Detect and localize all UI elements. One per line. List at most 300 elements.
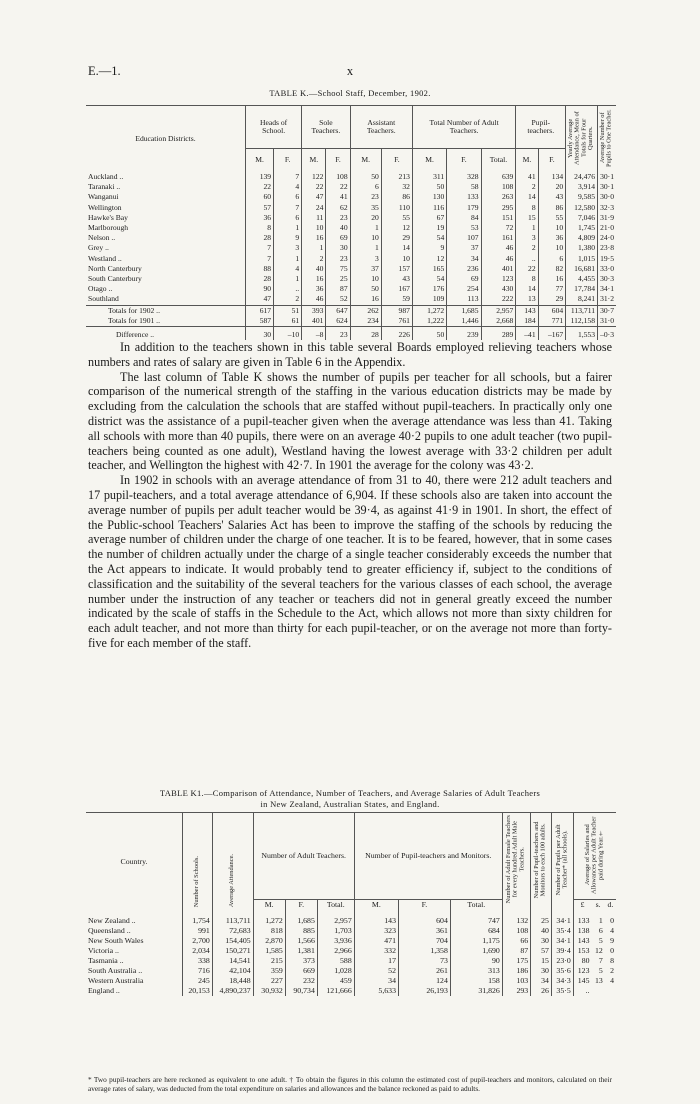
table-cell: 31,826 — [450, 986, 502, 996]
table-cell: 2,957 — [317, 910, 354, 926]
table-cell: 1,685 — [285, 910, 317, 926]
country-name: New Zealand .. — [88, 916, 136, 926]
table-cell: 20 — [538, 182, 566, 192]
table-cell: 176 — [412, 284, 446, 294]
table-cell: 29 — [538, 294, 566, 305]
country-name: New South Wales — [88, 936, 144, 946]
paragraph: In 1902 in schools with an average attendance of from 31 to 40, there were 212 adult teachers and 17 pupil-teachers, and a total average attendance of 6,904. If these schools also are taken into account the average number of pupils per adult teacher would be 39·4, as against 41·9 in 1901. In short, the effect of the Public-school Teachers' Salaries Act has been to improve the staffing of the schools by reducing the average number of children under the charge of one teacher. It is to be feared, however, that in some cases the number of children actually under the charge of a single teacher considerably exceeds the number that the Act appears to indicate. It would probably tend to greater efficiency if, subject to the conditions of classification and the suitability of the several teachers for the various classes of each school, the average number under the instruction of any teacher or teachers did not in general greatly exceed the number indicated by the scale of staffs in the Schedule to the Act, which allows not more than sixty children for each adult teacher, and not more than thirty for each pupil-teacher, or on the average not more than forty-five for each member of the staff. — [88, 473, 612, 650]
table-cell: 9 — [412, 243, 446, 253]
table-cell: 175 — [502, 956, 530, 966]
table-cell: 604 — [538, 305, 566, 316]
table-cell: 624 — [326, 316, 350, 327]
table-cell: 23 — [350, 192, 381, 202]
sub-m: M. — [253, 900, 285, 911]
table-cell: 373 — [285, 956, 317, 966]
col-pupils-per-teacher-label: Average Number of Pupils to One Teacher. — [599, 109, 614, 167]
table-cell: 30 — [246, 327, 274, 341]
group-pupil-teachers: Number of Pupil-teachers and Monitors. — [354, 813, 502, 900]
table-cell: .. — [516, 254, 538, 264]
col-attendance-label: Average Attendance. — [228, 854, 236, 908]
table-cell: 3 — [350, 254, 381, 264]
table-cell: 9 — [274, 233, 302, 243]
table-cell: 1,272 — [412, 305, 446, 316]
table-cell: 57 — [246, 203, 274, 213]
table-cell: 31·9 — [598, 213, 616, 223]
col-pupils-per-teacher — [598, 106, 616, 172]
table-cell: 167 — [381, 284, 412, 294]
table-cell: 254 — [447, 284, 481, 294]
district-name: Auckland .. — [88, 171, 124, 181]
footnote: * Two pupil-teachers are here reckoned as equivalent to one adult. † To obtain the figures in this column the estimated cost of pupil-teachers and monitors, calculated on their average rates of salary, was deducted from the total expenditure on salaries and allowances and the balance reckoned as paid to adults. — [88, 1075, 612, 1093]
table-cell: –41 — [516, 327, 538, 341]
district-name: South Canterbury — [88, 274, 142, 283]
table-cell: 7 — [598, 955, 603, 965]
table-cell: 1,358 — [398, 946, 450, 956]
table-cell: 24 — [302, 203, 326, 213]
group-sole: Sole Teachers. — [302, 106, 350, 149]
table-cell: 16 — [302, 233, 326, 243]
table-cell: 133 — [447, 192, 481, 202]
country-name: Tasmania .. — [88, 955, 124, 965]
table-cell: 37 — [447, 243, 481, 253]
table-cell: 55 — [381, 213, 412, 223]
table-cell: 107 — [447, 233, 481, 243]
table-cell: 1,703 — [317, 926, 354, 936]
table-k1-caption-line2: in New Zealand, Australian States, and England. — [260, 799, 440, 809]
table-cell: 2 — [274, 294, 302, 305]
table-cell: 885 — [285, 926, 317, 936]
table-cell: 66 — [502, 936, 530, 946]
table-cell: 226 — [381, 327, 412, 341]
country-name: Queensland .. — [88, 926, 131, 936]
table-cell: 47 — [302, 192, 326, 202]
table-cell: 34 — [354, 976, 398, 986]
table-cell: 61 — [274, 316, 302, 327]
country-name: England .. — [88, 985, 120, 995]
table-cell: 232 — [285, 976, 317, 986]
col-schools-label: Number of Schools. — [193, 855, 201, 908]
table-cell: 1 — [516, 223, 538, 233]
table-cell: 9 — [610, 936, 614, 946]
table-cell: 80 — [573, 956, 591, 966]
col-pupils-per-adult — [551, 813, 573, 911]
table-cell: 54 — [412, 274, 446, 284]
sub-m: M. — [412, 148, 446, 172]
table-cell: 604 — [398, 910, 450, 926]
table-cell: 1 — [598, 916, 603, 926]
district-name: Marlborough — [88, 222, 129, 232]
table-cell: 222 — [481, 294, 516, 305]
paragraph: The last column of Table K shows the number of pupils per teacher for all schools, but a fairer comparison of the numerical strength of the staffing in the various education districts may be made by excluding from the calculation the schools that are staffed without pupil-teachers. In practically only one district was the assistance of a pupil-teacher given when the average attendance was less than 41. Taking all schools with more than 40 pupils, there were on an average 40·2 pupils to one adult teacher (two pupil-teachers being counted as one adult), Westland having the lowest average with 33·2 children per adult teacher, and Wellington the highest with 42·7. In 1901 the average for the colony was 43·2. — [88, 369, 612, 473]
sub-m: M. — [302, 148, 326, 172]
table-cell: 19·5 — [598, 254, 616, 264]
table-cell: 50 — [412, 327, 446, 341]
table-cell: 5 — [598, 965, 603, 975]
table-cell: 716 — [183, 966, 213, 976]
table-row — [86, 926, 616, 936]
table-cell: 31·0 — [598, 316, 616, 327]
table-cell: 6 — [538, 254, 566, 264]
totals-row — [86, 305, 616, 316]
table-cell: 50 — [350, 172, 381, 182]
table-cell: 16 — [538, 274, 566, 284]
table-cell: 16 — [350, 294, 381, 305]
table-cell: 704 — [398, 936, 450, 946]
table-cell: 16 — [302, 274, 326, 284]
table-cell: 236 — [447, 264, 481, 274]
group-assistant: Assistant Teachers. — [350, 106, 412, 149]
table-cell: 165 — [412, 264, 446, 274]
table-cell: 109 — [412, 294, 446, 305]
table-cell: 22 — [516, 264, 538, 274]
table-cell: 245 — [183, 976, 213, 986]
totals-label: Totals for 1902 .. — [86, 305, 246, 316]
table-cell: 684 — [450, 926, 502, 936]
table-cell: 213 — [381, 172, 412, 182]
table-cell: 43 — [381, 274, 412, 284]
table-cell: 4 — [610, 926, 614, 936]
table-cell: 8 — [516, 274, 538, 284]
table-cell: 158 — [450, 976, 502, 986]
table-cell: 2,957 — [481, 305, 516, 316]
table-cell: 289 — [481, 327, 516, 341]
table-cell: 87 — [326, 284, 350, 294]
table-cell: 82 — [538, 264, 566, 274]
table-row — [86, 233, 616, 243]
table-cell: 261 — [398, 966, 450, 976]
col-average-salary-label: Average of Salaries and Allowances per Adult Teacher paid during Year.† — [583, 816, 605, 894]
table-row — [86, 213, 616, 223]
table-cell: 108 — [326, 172, 350, 182]
table-cell: 0 — [610, 946, 614, 956]
table-row — [86, 203, 616, 213]
table-row — [86, 274, 616, 284]
totals-label: Totals for 1901 .. — [108, 315, 160, 325]
table-cell: 143 — [573, 936, 591, 946]
col-pt-per-100-label: Number of Pupil-teachers and Monitors to each 100 adults. — [533, 821, 548, 898]
table-cell: 6 — [274, 192, 302, 202]
table-cell: 7 — [274, 172, 302, 182]
table-cell: 10 — [350, 233, 381, 243]
table-cell: 69 — [326, 233, 350, 243]
table-row — [86, 936, 616, 946]
table-cell: 295 — [481, 203, 516, 213]
table-cell: 617 — [246, 305, 274, 316]
table-cell: 40 — [531, 926, 552, 936]
table-cell: 1 — [350, 243, 381, 253]
table-cell: 154,405 — [212, 936, 253, 946]
table-cell: 3 — [516, 233, 538, 243]
table-cell: 401 — [302, 316, 326, 327]
table-cell: 9,585 — [566, 192, 598, 202]
table-cell: 14 — [516, 284, 538, 294]
table-cell: 123 — [573, 966, 591, 976]
table-cell: 1,745 — [566, 223, 598, 233]
table-cell: 36 — [538, 233, 566, 243]
table-cell: 10 — [350, 274, 381, 284]
table-cell: 12,580 — [566, 203, 598, 213]
table-cell: 328 — [447, 172, 481, 182]
table-cell: 143 — [516, 305, 538, 316]
table-cell: 1,028 — [317, 966, 354, 976]
group-heads: Heads of School. — [246, 106, 302, 149]
table-cell: 184 — [516, 316, 538, 327]
table-cell: 8 — [246, 223, 274, 233]
table-cell: 24·0 — [598, 233, 616, 243]
table-cell: 30·1 — [598, 172, 616, 182]
table-cell: 186 — [502, 966, 530, 976]
table-cell: 332 — [354, 946, 398, 956]
table-cell: 6 — [350, 182, 381, 192]
table-cell: 5 — [598, 936, 603, 946]
table-cell: 37 — [350, 264, 381, 274]
sub-f: F. — [381, 148, 412, 172]
district-name: Nelson .. — [88, 233, 116, 243]
table-cell: –0·3 — [598, 327, 616, 341]
table-cell: 15 — [531, 956, 552, 966]
col-female-per-100 — [502, 813, 530, 911]
table-row — [86, 182, 616, 192]
table-row — [86, 910, 616, 926]
table-cell: 1,380 — [566, 243, 598, 253]
table-cell: 40 — [326, 223, 350, 233]
table-cell: 108 — [481, 182, 516, 192]
col-country: Country. — [86, 813, 183, 911]
table-cell: 5,633 — [354, 986, 398, 996]
difference-label: Difference .. — [86, 327, 246, 341]
sub-m: M. — [350, 148, 381, 172]
table-row — [86, 172, 616, 182]
table-cell: 30,932 — [253, 986, 285, 996]
table-cell: 22 — [302, 182, 326, 192]
table-cell: 7 — [246, 243, 274, 253]
table-cell: 1,272 — [253, 910, 285, 926]
table-cell: 4,890,237 — [212, 986, 253, 996]
table-cell: 1,175 — [450, 936, 502, 946]
table-cell: 262 — [350, 305, 381, 316]
sub-f: F. — [398, 900, 450, 911]
table-cell: 2,668 — [481, 316, 516, 327]
table-cell: 25 — [326, 274, 350, 284]
table-cell: 161 — [481, 233, 516, 243]
table-cell: 59 — [381, 294, 412, 305]
table-cell: 108 — [502, 926, 530, 936]
table-cell: 1 — [302, 243, 326, 253]
table-cell: 34·3 — [551, 976, 573, 986]
table-cell: 39·4 — [551, 946, 573, 956]
table-cell: 647 — [326, 305, 350, 316]
table-cell: 669 — [285, 966, 317, 976]
table-cell: 818 — [253, 926, 285, 936]
district-name: Hawke's Bay — [88, 212, 128, 222]
sub-total: Total. — [450, 900, 502, 911]
table-cell: 30·1 — [598, 182, 616, 192]
table-k1-body — [86, 910, 616, 995]
table-cell: 58 — [447, 182, 481, 192]
table-cell: 10 — [538, 243, 566, 253]
group-pupil-teachers: Pupil-teachers. — [516, 106, 566, 149]
table-cell: 14 — [516, 192, 538, 202]
table-cell: 90,734 — [285, 986, 317, 996]
table-cell — [605, 986, 616, 996]
table-cell: 338 — [183, 956, 213, 966]
table-cell: 311 — [412, 172, 446, 182]
table-cell: 26 — [531, 986, 552, 996]
table-cell: 401 — [481, 264, 516, 274]
difference-row — [86, 327, 616, 341]
table-cell: 87 — [502, 946, 530, 956]
table-cell: 2,966 — [317, 946, 354, 956]
table-cell: 46 — [481, 254, 516, 264]
sub-pounds: £ — [573, 900, 591, 911]
table-cell: 30·7 — [598, 305, 616, 316]
table-cell: 14,541 — [212, 956, 253, 966]
table-cell: 55 — [538, 213, 566, 223]
table-cell: 116 — [412, 203, 446, 213]
table-cell: 34 — [447, 254, 481, 264]
table-cell: 122 — [302, 172, 326, 182]
col-average-salary — [573, 813, 616, 900]
table-cell: 13 — [516, 294, 538, 305]
table-cell: 29 — [381, 233, 412, 243]
table-cell: 133 — [573, 910, 591, 926]
table-cell: 51 — [274, 305, 302, 316]
table-row — [86, 192, 616, 202]
table-cell: 8 — [610, 955, 614, 965]
table-cell: 153 — [573, 946, 591, 956]
table-cell: 1 — [274, 254, 302, 264]
table-cell: –8 — [302, 327, 326, 341]
table-cell: 36 — [246, 213, 274, 223]
table-cell: 145 — [573, 976, 591, 986]
table-cell: 86 — [538, 203, 566, 213]
table-cell: 34·1 — [551, 936, 573, 946]
table-cell: 361 — [398, 926, 450, 936]
table-cell: 11 — [302, 213, 326, 223]
table-cell: 1,381 — [285, 946, 317, 956]
table-cell: 471 — [354, 936, 398, 946]
table-row — [86, 223, 616, 233]
table-cell: 35·4 — [551, 926, 573, 936]
table-cell: 0 — [610, 916, 614, 926]
table-cell: 32 — [381, 182, 412, 192]
table-row — [86, 986, 616, 996]
table-cell: 75 — [326, 264, 350, 274]
table-cell: 1,446 — [447, 316, 481, 327]
table-cell — [591, 986, 604, 996]
district-name: Westland .. — [88, 253, 122, 263]
table-cell: 639 — [481, 172, 516, 182]
table-k — [86, 105, 616, 340]
table-cell: 313 — [450, 966, 502, 976]
table-row — [86, 243, 616, 253]
table-row — [86, 264, 616, 274]
col-pupils-per-adult-label: Number of Pupils per Adult Teacher* (all schools). — [554, 824, 569, 896]
table-cell: 4,809 — [566, 233, 598, 243]
sub-total: Total. — [481, 148, 516, 172]
table-cell: 33·0 — [598, 264, 616, 274]
table-cell: 7 — [274, 203, 302, 213]
col-attendance — [212, 813, 253, 911]
table-cell: 10 — [538, 223, 566, 233]
table-cell: 72,683 — [212, 926, 253, 936]
page-number: x — [346, 64, 354, 78]
table-cell: 30 — [531, 966, 552, 976]
table-cell: 50 — [412, 182, 446, 192]
table-cell: 17 — [354, 956, 398, 966]
table-row — [86, 966, 616, 976]
table-cell: 52 — [354, 966, 398, 976]
table-row — [86, 956, 616, 966]
table-cell: 30·3 — [598, 274, 616, 284]
table-cell: 10 — [302, 223, 326, 233]
table-cell: 46 — [481, 243, 516, 253]
table-cell: 113 — [447, 294, 481, 305]
table-cell: 2,870 — [253, 936, 285, 946]
table-cell: 588 — [317, 956, 354, 966]
table-cell: 459 — [317, 976, 354, 986]
table-cell: 34 — [531, 976, 552, 986]
table-cell: 1 — [350, 223, 381, 233]
table-cell: 124 — [398, 976, 450, 986]
table-cell: 15 — [516, 213, 538, 223]
col-female-per-100-label: Number of Adult Female Teachers for every hundred Adult Male Teachers. — [505, 815, 526, 904]
table-cell: 227 — [253, 976, 285, 986]
table-cell: 113,711 — [212, 910, 253, 926]
table-cell: 30 — [326, 243, 350, 253]
table-k1 — [86, 812, 616, 996]
sub-f: F. — [326, 148, 350, 172]
sub-f: F. — [538, 148, 566, 172]
table-cell: 4 — [274, 264, 302, 274]
country-name: Victoria .. — [88, 946, 119, 956]
col-schools — [183, 813, 213, 911]
table-cell: 215 — [253, 956, 285, 966]
table-cell: 21·0 — [598, 223, 616, 233]
table-cell: 151 — [481, 213, 516, 223]
table-row — [86, 946, 616, 956]
table-cell: 1,553 — [566, 327, 598, 341]
sub-m: M. — [354, 900, 398, 911]
table-cell: 41 — [516, 172, 538, 182]
sub-f: F. — [447, 148, 481, 172]
table-cell: 24,476 — [566, 172, 598, 182]
table-cell: 47 — [246, 294, 274, 305]
table-cell: 1,566 — [285, 936, 317, 946]
sub-total: Total. — [317, 900, 354, 911]
table-cell: 30·0 — [598, 192, 616, 202]
table-cell: 7,046 — [566, 213, 598, 223]
col-pt-per-100 — [531, 813, 552, 911]
table-cell: 12 — [412, 254, 446, 264]
table-cell: 138 — [573, 926, 591, 936]
table-cell: 2 — [302, 254, 326, 264]
table-cell: 36 — [302, 284, 326, 294]
table-cell: 771 — [538, 316, 566, 327]
table-cell: 239 — [447, 327, 481, 341]
table-cell: 2,700 — [183, 936, 213, 946]
table-cell: 46 — [302, 294, 326, 305]
district-name: Wellington — [88, 202, 122, 212]
table-cell: 130 — [412, 192, 446, 202]
table-cell: 90 — [246, 284, 274, 294]
table-cell: 139 — [246, 172, 274, 182]
table-cell: 69 — [447, 274, 481, 284]
table-cell: 157 — [381, 264, 412, 274]
table-cell: 13 — [594, 975, 603, 985]
table-cell: 263 — [481, 192, 516, 202]
table-cell: 1 — [274, 223, 302, 233]
